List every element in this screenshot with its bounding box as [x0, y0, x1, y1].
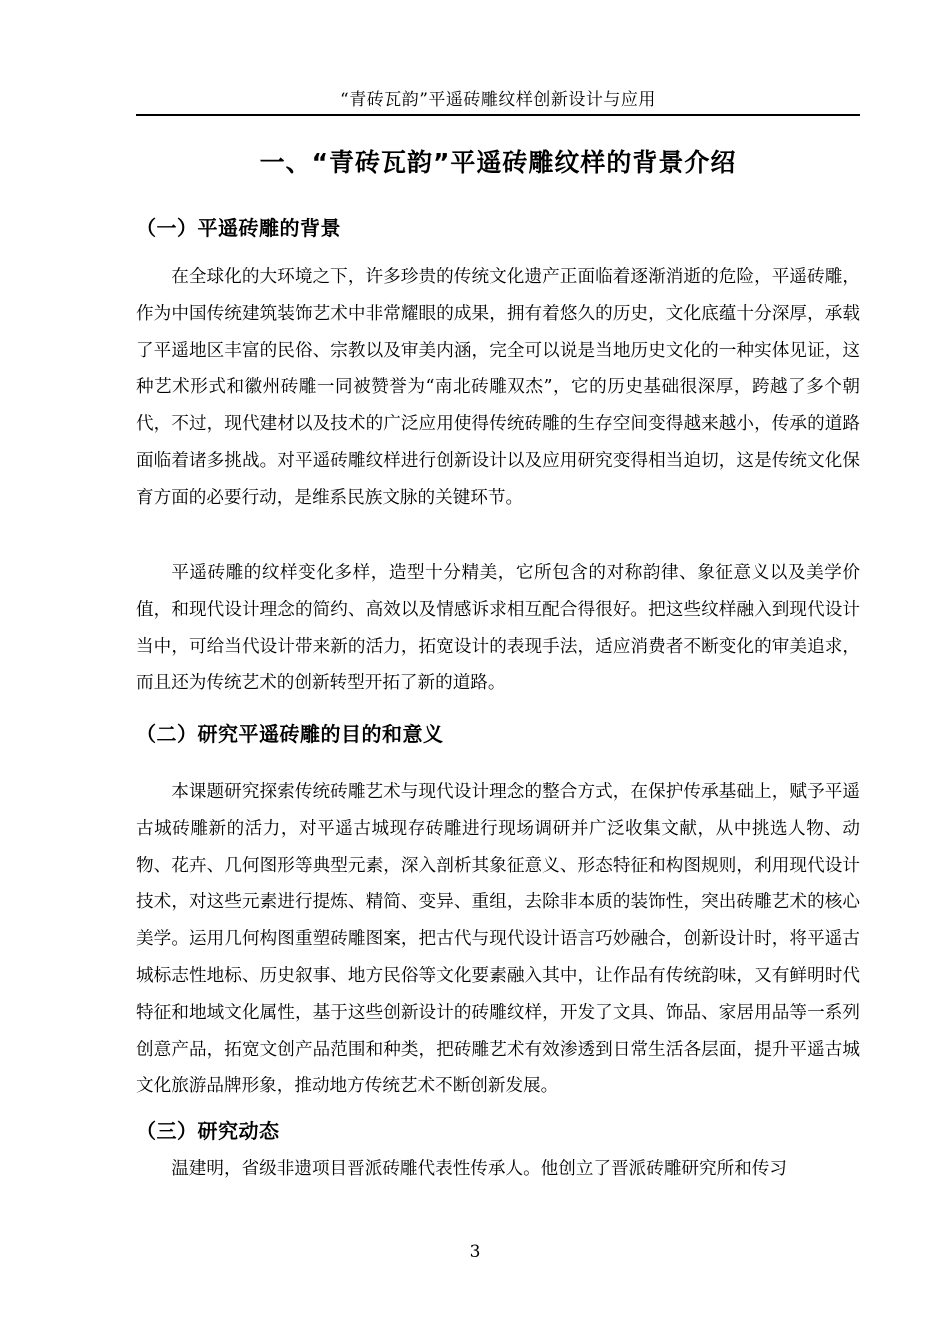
- page-number: 3: [469, 1242, 481, 1262]
- running-header: “青砖瓦韵”平遥砖雕纹样创新设计与应用: [340, 90, 656, 110]
- section-heading-purpose: （二）研究平遥砖雕的目的和意义: [136, 722, 444, 746]
- section-heading-research-status: （三）研究动态: [136, 1119, 280, 1143]
- chapter-title: 一、“青砖瓦韵”平遥砖雕纹样的背景介绍: [259, 148, 737, 177]
- paragraph-background-1: 在全球化的大环境之下，许多珍贵的传统文化遗产正面临着逐渐消逝的危险，平遥砖雕，作为中国传统建筑装饰艺术中非常耀眼的成果，拥有着悠久的历史，文化底蕴十分深厚，承载了平遥地区丰富的民俗、宗教以及审美内涵，完全可以说是当地历史文化的一种实体见证，这种艺术形式和徽州砖雕一同被赞誉为“南北砖雕双杰”，它的历史基础很深厚，跨越了多个朝代，不过，现代建材以及技术的广泛应用使得传统砖雕的生存空间变得越来越小，传承的道路面临着诸多挑战。对平遥砖雕纹样进行创新设计以及应用研究变得相当迫切，这是传统文化保育方面的必要行动，是维系民族文脉的关键环节。: [136, 267, 860, 508]
- section-heading-background: （一）平遥砖雕的背景: [136, 216, 341, 240]
- paragraph-research-status: 温建明，省级非遗项目晋派砖雕代表性传承人。他创立了晋派砖雕研究所和传习: [171, 1159, 787, 1179]
- paragraph-purpose: 本课题研究探索传统砖雕艺术与现代设计理念的整合方式，在保护传承基础上，赋予平遥古城砖雕新的活力，对平遥古城现存砖雕进行现场调研并广泛收集文献，从中挑选人物、动物、花卉、几何图形等典型元素，深入剖析其象征意义、形态特征和构图规则，利用现代设计技术，对这些元素进行提炼、精简、变异、重组，去除非本质的装饰性，突出砖雕艺术的核心美学。运用几何构图重塑砖雕图案，把古代与现代设计语言巧妙融合，创新设计时，将平遥古城标志性地标、历史叙事、地方民俗等文化要素融入其中，让作品有传统韵味，又有鲜明时代特征和地域文化属性，基于这些创新设计的砖雕纹样，开发了文具、饰品、家居用品等一系列创意产品，拓宽文创产品范围和种类，把砖雕艺术有效渗透到日常生活各层面，提升平遥古城文化旅游品牌形象，推动地方传统艺术不断创新发展。: [136, 782, 860, 1097]
- header-rule: [136, 114, 860, 116]
- paragraph-background-2: 平遥砖雕的纹样变化多样，造型十分精美，它所包含的对称韵律、象征意义以及美学价值，和现代设计理念的简约、高效以及情感诉求相互配合得很好。把这些纹样融入到现代设计当中，可给当代设计带来新的活力，拓宽设计的表现手法，适应消费者不断变化的审美追求，而且还为传统艺术的创新转型开拓了新的道路。: [136, 563, 860, 694]
